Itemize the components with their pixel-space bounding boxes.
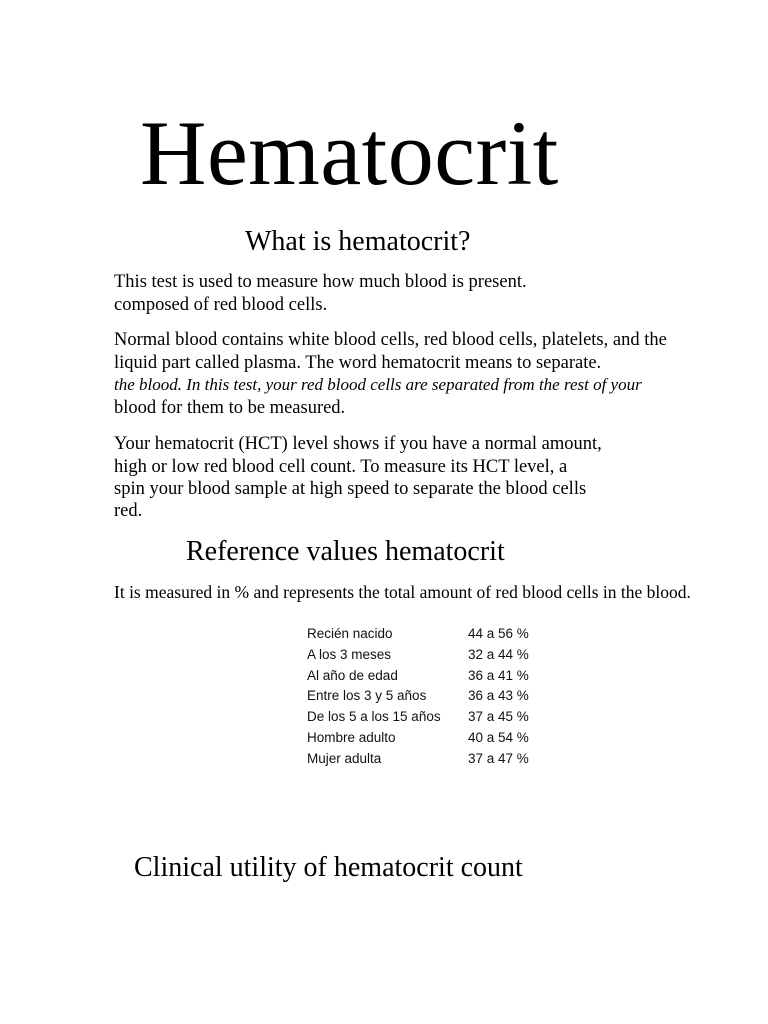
range-cell: 37 a 47 % [468, 750, 529, 766]
age-group-cell: Entre los 3 y 5 años [307, 688, 427, 704]
table-row [307, 645, 547, 666]
paragraph-line-italic: the blood. In this test, your red blood cells are separated from the rest of your [114, 375, 642, 394]
paragraph-line: high or low red blood cell count. To measure its HCT level, a [114, 457, 568, 477]
paragraph-line: red. [114, 501, 143, 521]
age-group-cell: Hombre adulto [307, 729, 396, 745]
age-group-cell: De los 5 a los 15 años [307, 709, 441, 725]
paragraph-line: spin your blood sample at high speed to separate the blood cells [114, 479, 587, 499]
section-heading-clinical-utility: Clinical utility of hematocrit count [134, 852, 523, 883]
reference-intro: It is measured in % and represents the total amount of red blood cells in the blood. [114, 582, 691, 602]
section-heading-what-is: What is hematocrit? [245, 226, 471, 257]
age-group-cell: Recién nacido [307, 626, 393, 641]
table-row [307, 666, 547, 687]
table-row [307, 686, 547, 707]
paragraph-line: liquid part called plasma. The word hematocrit means to separate. [114, 353, 602, 373]
table-row [307, 707, 547, 728]
paragraph-line: blood for them to be measured. [114, 398, 346, 418]
reference-table [307, 624, 547, 770]
range-cell: 40 a 54 % [468, 729, 529, 745]
age-group-cell: Mujer adulta [307, 750, 382, 766]
page-title: Hematocrit [140, 102, 559, 204]
table-row [307, 624, 547, 645]
paragraph-line: composed of red blood cells. [114, 295, 328, 315]
paragraph-line: This test is used to measure how much blood is present. [114, 272, 527, 292]
range-cell: 32 a 44 % [468, 646, 529, 662]
range-cell: 36 a 41 % [468, 667, 529, 683]
section-heading-reference-values: Reference values hematocrit [186, 536, 505, 567]
range-cell: 44 a 56 % [468, 626, 529, 641]
table-row [307, 749, 547, 770]
paragraph-line: Normal blood contains white blood cells, red blood cells, platelets, and the [114, 330, 667, 350]
age-group-cell: Al año de edad [307, 667, 398, 683]
paragraph-line: Your hematocrit (HCT) level shows if you have a normal amount, [114, 434, 602, 454]
range-cell: 36 a 43 % [468, 688, 529, 704]
age-group-cell: A los 3 meses [307, 646, 392, 662]
range-cell: 37 a 45 % [468, 709, 529, 725]
table-row [307, 728, 547, 749]
